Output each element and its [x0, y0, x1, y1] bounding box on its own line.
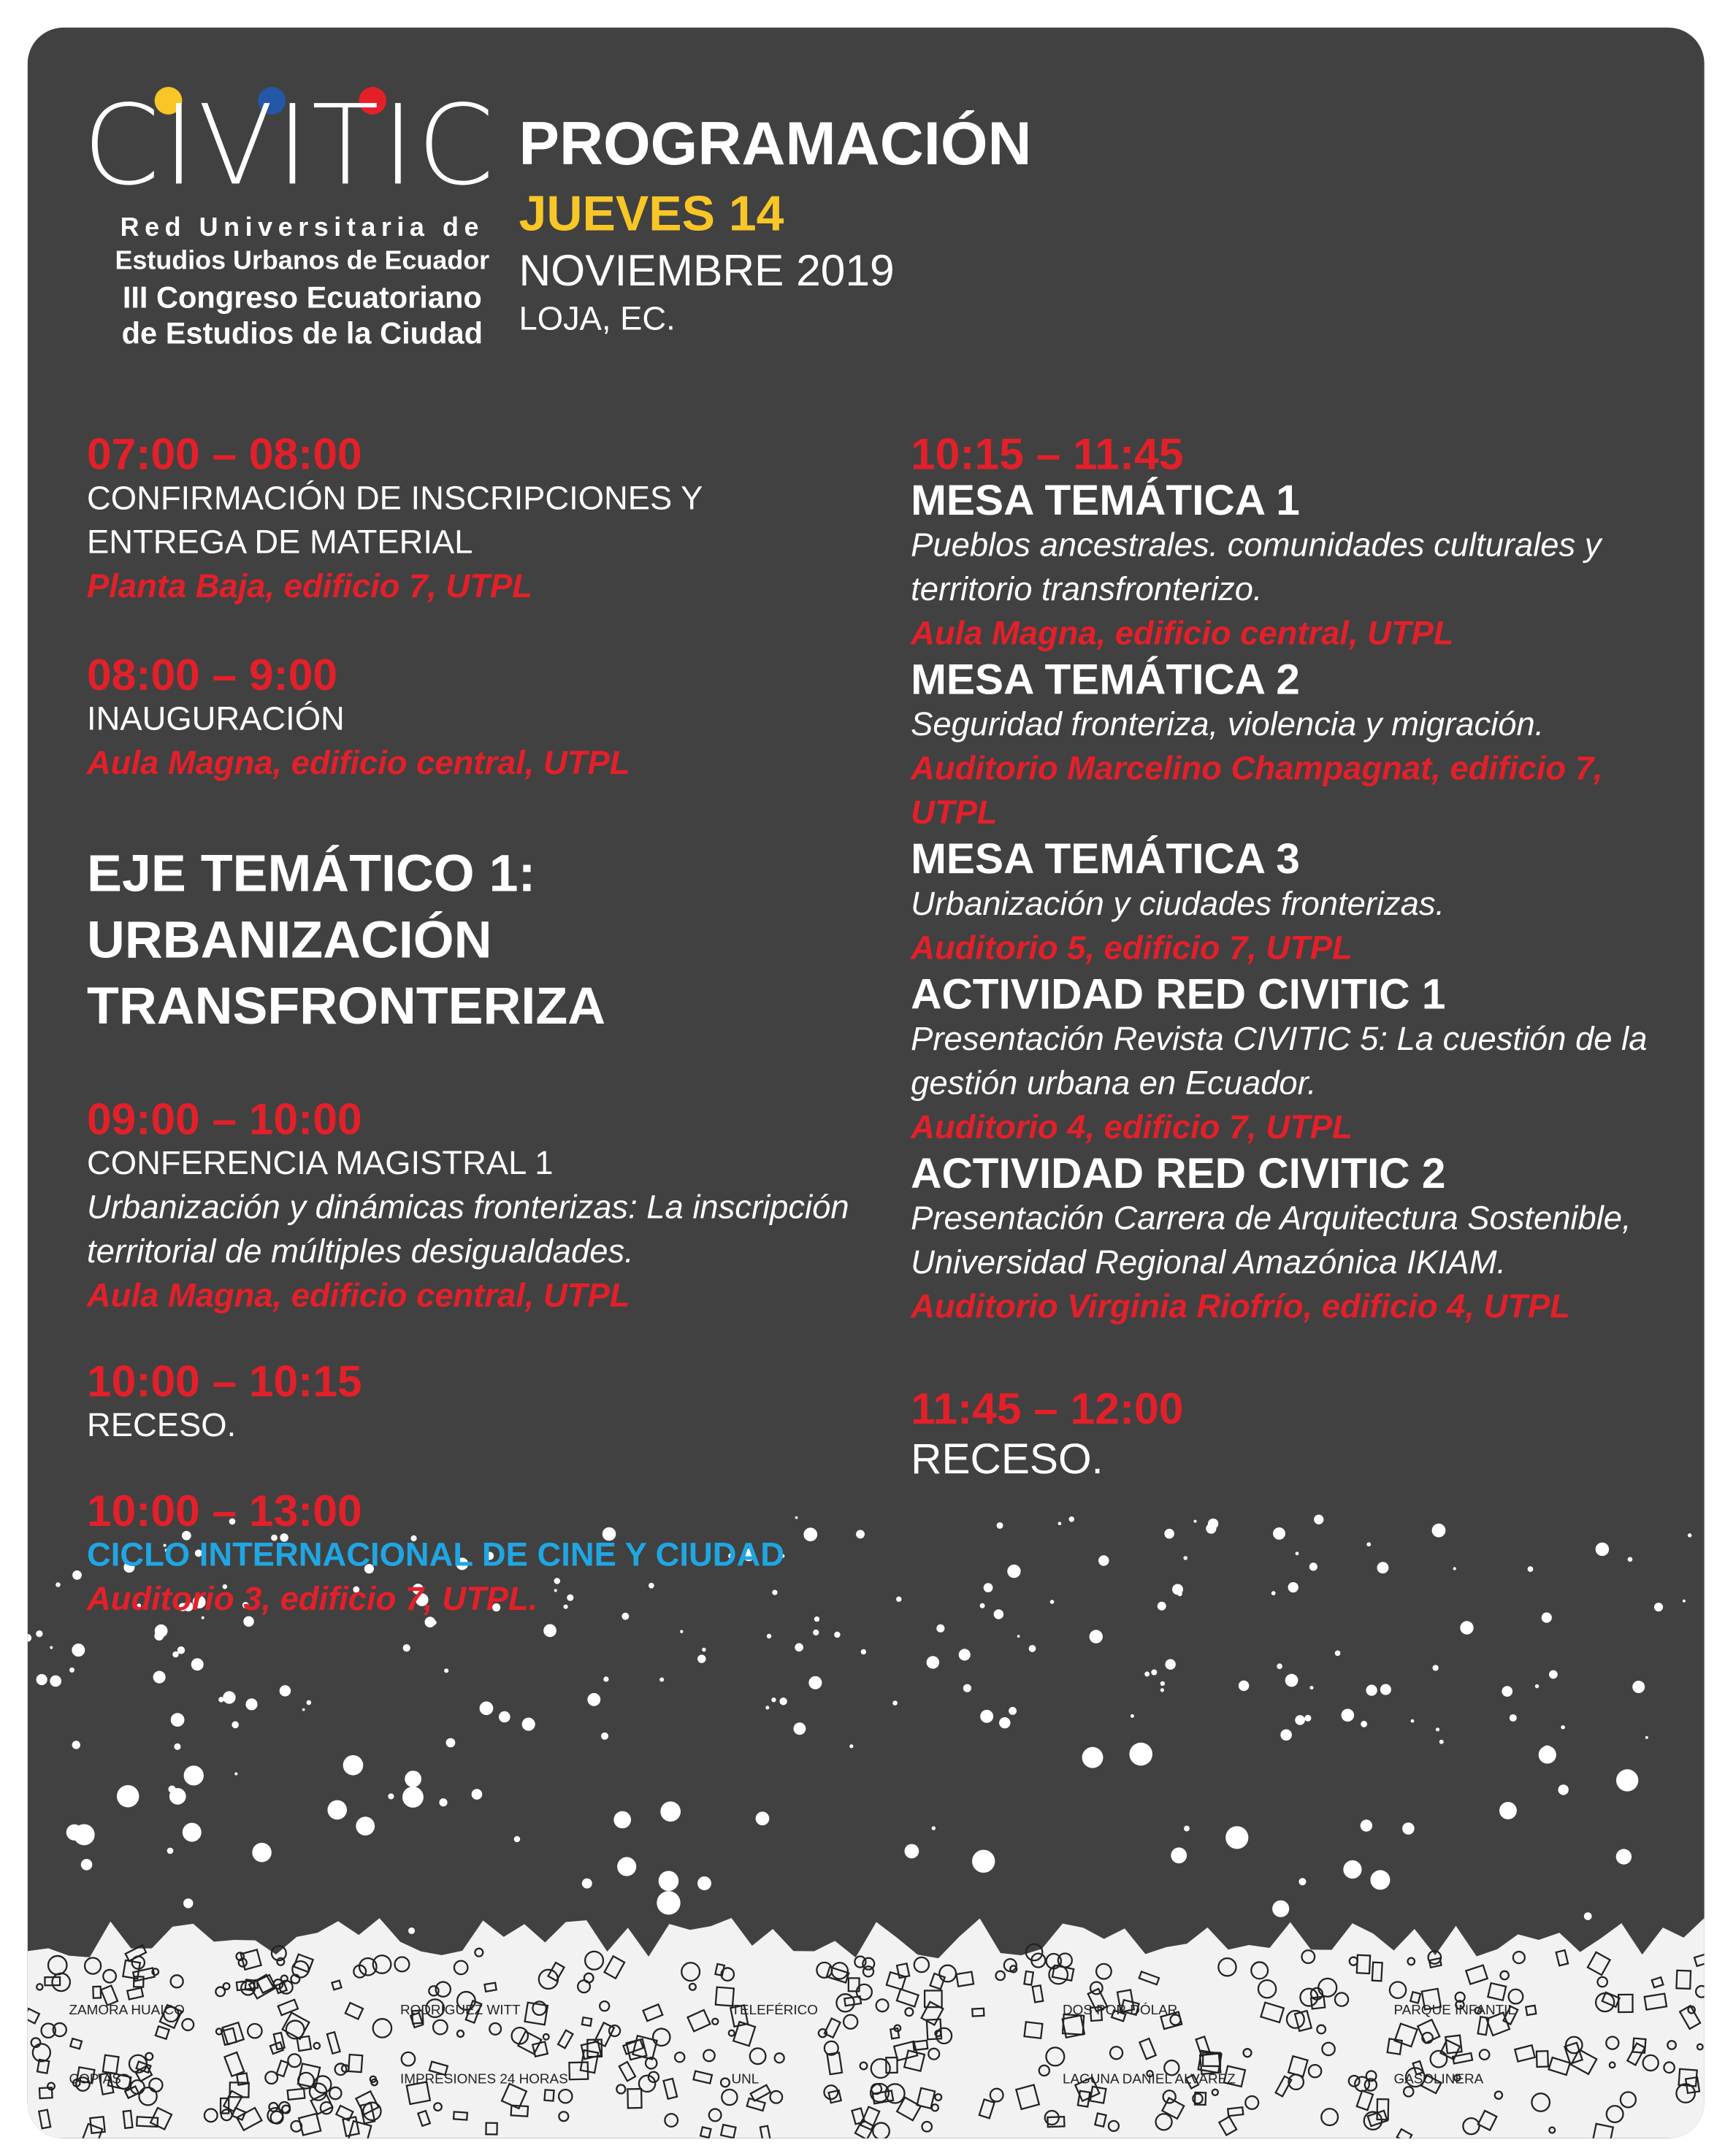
illustration-shape — [1009, 1707, 1017, 1715]
illustration-shape — [1542, 1746, 1553, 1757]
illustration-shape — [1131, 1714, 1134, 1718]
illustration-shape — [174, 1743, 180, 1750]
logo-line: Estudios Urbanos de Ecuador — [115, 247, 490, 276]
illustration-shape — [1082, 1747, 1104, 1768]
illustration-shape — [994, 1609, 1003, 1619]
illustration-shape — [657, 1891, 680, 1914]
illustration-shape — [959, 1649, 971, 1660]
illustration-shape — [765, 1706, 769, 1709]
illustration-shape — [980, 1603, 985, 1608]
illustration-shape — [1273, 1527, 1285, 1540]
illustration-label: UNL — [731, 2071, 760, 2087]
axis-heading: TRANSFRONTERIZA — [87, 978, 606, 1037]
illustration-shape — [1160, 1681, 1165, 1686]
illustration-shape — [659, 1871, 679, 1891]
illustration-shape — [439, 1798, 447, 1806]
illustration-shape — [1645, 1736, 1648, 1739]
illustration-shape — [1688, 1533, 1692, 1538]
event-title: CICLO INTERNACIONAL DE CINE Y CIUDAD — [87, 1537, 785, 1575]
session-title: ACTIVIDAD RED CIVITIC 1 — [911, 970, 1446, 1018]
illustration-shape — [72, 1643, 85, 1657]
illustration-shape — [834, 1632, 840, 1638]
logo-line: III Congreso Ecuatoriano — [122, 280, 482, 315]
illustration-shape — [660, 1801, 681, 1822]
illustration-shape — [1561, 1725, 1565, 1730]
illustration-shape — [1183, 1556, 1187, 1560]
illustration-shape — [1239, 1681, 1249, 1691]
illustration-label: RODRIGUEZ WITT — [399, 2002, 521, 2018]
illustration-shape — [252, 1843, 272, 1862]
illustration-shape — [680, 1630, 683, 1633]
session-place: Auditorio 4, edificio 7, UTPL — [911, 1109, 1353, 1147]
illustration-shape — [972, 1850, 995, 1873]
illustration-shape — [963, 1684, 971, 1692]
illustration-shape — [1366, 1684, 1377, 1695]
illustration-shape — [1098, 1555, 1109, 1565]
illustration-label: IMPRESIONES 24 HORAS — [399, 2071, 568, 2087]
illustration-shape — [1361, 1819, 1372, 1831]
illustration-shape — [327, 1800, 347, 1820]
illustration-shape — [849, 1744, 853, 1748]
illustration-shape — [1271, 1591, 1276, 1595]
illustration-shape — [587, 1693, 600, 1706]
illustration-label: DOS POR DÓLAR — [1062, 2002, 1178, 2018]
illustration-shape — [1370, 1870, 1390, 1890]
illustration-shape — [1361, 1721, 1367, 1727]
illustration-shape — [1549, 1670, 1558, 1679]
page-title: PROGRAMACIÓN — [519, 110, 1032, 178]
illustration-shape — [1380, 1684, 1391, 1695]
event-time: 11:45 – 12:00 — [911, 1384, 1184, 1434]
illustration-shape — [1151, 1669, 1157, 1675]
illustration-shape — [191, 1658, 204, 1670]
illustration-shape — [767, 1634, 771, 1638]
session-place: Aula Magna, edificio central, UTPL — [911, 615, 1454, 653]
event-time: 07:00 – 08:00 — [87, 429, 362, 479]
event-place: Aula Magna, edificio central, UTPL — [87, 1277, 630, 1315]
illustration-shape — [892, 1700, 898, 1706]
illustration-shape — [1616, 1769, 1638, 1791]
illustration-shape — [793, 1722, 806, 1735]
illustration-shape — [234, 1772, 237, 1775]
illustration-shape — [280, 1685, 291, 1696]
illustration-shape — [905, 1844, 919, 1859]
session-place: Auditorio Marcelino Champagnat, edificio 7, UTPL — [911, 750, 1603, 832]
illustration-shape — [1499, 1802, 1517, 1819]
illustration-shape — [932, 1826, 936, 1830]
illustration-shape — [1309, 1562, 1317, 1570]
illustration-shape — [1502, 1686, 1512, 1697]
left-column — [87, 431, 860, 1623]
illustration-shape — [403, 1644, 410, 1651]
illustration-shape — [72, 1741, 80, 1749]
event-place: Auditorio 3, edificio 7, UTPL. — [87, 1581, 538, 1619]
event-time: 08:00 – 9:00 — [87, 650, 337, 700]
session-title: MESA TEMÁTICA 2 — [911, 655, 1300, 704]
session-title: MESA TEMÁTICA 1 — [911, 475, 1300, 525]
illustration-shape — [1272, 1900, 1289, 1917]
illustration-shape — [1616, 1849, 1632, 1864]
illustration-shape — [522, 1718, 535, 1731]
illustration-shape — [37, 1674, 47, 1685]
event-title: INAUGURACIÓN — [87, 700, 345, 738]
session-desc: Seguridad fronteriza, violencia y migración. — [911, 706, 1545, 744]
illustration-shape — [1184, 1826, 1190, 1832]
illustration-shape — [172, 1718, 176, 1722]
illustration-shape — [808, 1676, 822, 1689]
illustration-shape — [343, 1755, 364, 1776]
illustration-shape — [50, 1676, 61, 1687]
illustration-shape — [702, 1648, 705, 1651]
illustration-shape — [1309, 1686, 1313, 1689]
illustration-shape — [861, 1649, 866, 1654]
illustration-shape — [1377, 1562, 1388, 1573]
illustration-shape — [1460, 1621, 1473, 1634]
illustration-shape — [936, 1624, 944, 1633]
right-column — [911, 431, 1656, 1487]
illustration-shape — [1158, 1602, 1166, 1611]
illustration-shape — [1160, 1688, 1164, 1692]
logo-wordmark: CIVITIC — [83, 81, 497, 210]
illustration-shape — [232, 1722, 239, 1729]
illustration-shape — [1402, 1822, 1415, 1835]
session-desc: Urbanización y ciudades fronterizas. — [911, 886, 1445, 924]
illustration-shape — [167, 1848, 174, 1854]
illustration-shape — [1007, 1565, 1020, 1578]
illustration-shape — [756, 1811, 770, 1825]
illustration-shape — [154, 1631, 164, 1641]
event-place: Aula Magna, edificio central, UTPL — [87, 745, 630, 783]
illustration-shape — [1654, 1603, 1663, 1611]
illustration-shape — [813, 1630, 819, 1635]
illustration-shape — [1439, 1740, 1444, 1744]
illustration-shape — [613, 1811, 631, 1829]
axis-heading: URBANIZACIÓN — [87, 912, 492, 970]
illustration-shape — [697, 1654, 705, 1662]
illustration-shape — [1411, 1719, 1415, 1723]
illustration-shape — [1335, 1650, 1341, 1656]
illustration-shape — [1165, 1659, 1175, 1669]
session-place: Auditorio Virginia Riofrío, edificio 4, UTPL — [911, 1288, 1570, 1326]
illustration-shape — [223, 1691, 235, 1703]
illustration-shape — [1314, 1514, 1323, 1524]
illustration-shape — [771, 1697, 776, 1702]
event-time: 10:15 – 11:45 — [911, 429, 1184, 479]
illustration-shape — [1432, 1524, 1446, 1538]
illustration-shape — [617, 1857, 636, 1876]
event-title: CONFIRMACIÓN DE INSCRIPCIONES Y ENTREGA DE MATERIAL — [87, 480, 703, 562]
illustration-shape — [245, 1698, 257, 1710]
illustration-shape — [1277, 1663, 1282, 1669]
illustration-shape — [1058, 1522, 1062, 1525]
illustration-shape — [896, 1597, 901, 1602]
illustration-shape — [1584, 1912, 1592, 1920]
city-label: LOJA, EC. — [519, 300, 676, 338]
illustration-shape — [1542, 1612, 1552, 1622]
illustration-shape — [1171, 1847, 1187, 1863]
event-title: RECESO. — [87, 1407, 237, 1445]
logo-line: Red Universitaria de — [120, 213, 485, 243]
illustration-shape — [1280, 1729, 1292, 1741]
illustration-shape — [183, 1898, 193, 1908]
illustration-shape — [603, 1676, 608, 1681]
illustration-shape — [1193, 1520, 1196, 1523]
day-label: JUEVES 14 — [519, 185, 784, 242]
illustration-shape — [1628, 1557, 1633, 1562]
illustration-shape — [927, 1656, 939, 1668]
illustration-label: COPIAS — [69, 2071, 121, 2087]
illustration-shape — [499, 1711, 510, 1723]
event-place: Planta Baja, edificio 7, UTPL — [87, 568, 532, 606]
illustration-shape — [980, 1710, 993, 1723]
illustration-shape — [1164, 1529, 1174, 1539]
illustration-shape — [1090, 1630, 1103, 1643]
illustration-shape — [153, 1671, 166, 1684]
event-time: 09:00 – 10:00 — [87, 1094, 362, 1144]
illustration-shape — [444, 1668, 448, 1673]
illustration-shape — [582, 1879, 592, 1889]
illustration-shape — [1288, 1582, 1298, 1592]
illustration-shape — [997, 1522, 1003, 1529]
illustration-shape — [50, 1646, 53, 1649]
illustration-shape — [472, 1789, 483, 1800]
illustration-shape — [307, 1700, 312, 1706]
illustration-shape — [1017, 1635, 1020, 1638]
illustration-shape — [1596, 1543, 1609, 1556]
illustration-shape — [999, 1717, 1010, 1728]
illustration-shape — [172, 1651, 178, 1657]
illustration-shape — [1068, 1516, 1074, 1522]
illustration-shape — [36, 1630, 42, 1637]
illustration-shape — [1129, 1743, 1152, 1766]
illustration-shape — [1343, 1860, 1361, 1879]
illustration-shape — [183, 1823, 202, 1842]
illustration-shape — [480, 1701, 494, 1715]
illustration-shape — [81, 1859, 93, 1871]
illustration-shape — [1510, 1714, 1517, 1722]
illustration-shape — [779, 1697, 787, 1705]
illustration-shape — [1177, 1592, 1182, 1596]
poster — [28, 28, 1705, 2138]
illustration-shape — [402, 1787, 424, 1808]
illustration-shape — [1298, 1878, 1306, 1885]
axis-heading: EJE TEMÁTICO 1: — [87, 845, 536, 904]
illustration-label: GASOLINERA — [1393, 2071, 1484, 2087]
illustration-shape — [405, 1771, 421, 1787]
illustration-shape — [1225, 1826, 1248, 1849]
illustration-shape — [56, 1582, 61, 1587]
illustration-shape — [177, 1646, 185, 1654]
illustration-shape — [356, 1817, 375, 1835]
illustration-shape — [69, 1668, 74, 1673]
logo-line: de Estudios de la Ciudad — [121, 315, 483, 350]
illustration-shape — [1683, 1600, 1686, 1603]
illustration-shape — [659, 1677, 664, 1681]
illustration-shape — [408, 1927, 415, 1934]
illustration-shape — [601, 1733, 608, 1740]
session-desc: Presentación Carrera de Arquitectura Sostenible, Universidad Regional Amazónica IKIAM. — [911, 1200, 1632, 1282]
event-time: 10:00 – 10:15 — [87, 1356, 362, 1406]
session-desc: Pueblos ancestrales. comunidades culturales y territorio transfronterizo. — [911, 526, 1602, 609]
illustration-shape — [72, 1570, 82, 1580]
illustration-shape — [184, 1765, 204, 1785]
illustration-shape — [28, 1634, 31, 1642]
illustration-shape — [388, 1793, 394, 1799]
illustration-shape — [1029, 1645, 1036, 1652]
illustration-shape — [1632, 1681, 1645, 1693]
illustration-shape — [543, 1624, 556, 1637]
illustration-shape — [1433, 1665, 1439, 1670]
illustration-shape — [1436, 1727, 1439, 1731]
session-title: MESA TEMÁTICA 3 — [911, 835, 1300, 883]
illustration-label: LAGUNA DANIEL ALVAREZ — [1062, 2071, 1236, 2087]
event-time: 10:00 – 13:00 — [87, 1486, 362, 1536]
event-title: RECESO. — [911, 1435, 1104, 1484]
illustration-shape — [1558, 1784, 1568, 1795]
illustration-shape — [169, 1788, 186, 1805]
illustration-shape — [302, 1708, 305, 1711]
illustration-shape — [1535, 1684, 1539, 1688]
illustration-label: TELEFÉRICO — [731, 2002, 819, 2018]
illustration-shape — [984, 1583, 993, 1592]
illustration-shape — [1453, 1567, 1456, 1570]
illustration-shape — [1206, 1523, 1216, 1533]
illustration-shape — [1144, 1671, 1150, 1676]
illustration-shape — [66, 1825, 83, 1841]
illustration-shape — [117, 1785, 139, 1808]
session-title: ACTIVIDAD RED CIVITIC 2 — [911, 1149, 1446, 1198]
illustration-label: ZAMORA HUAICO — [69, 2002, 185, 2018]
month-label: NOVIEMBRE 2019 — [519, 245, 895, 296]
illustration-shape — [1295, 1715, 1305, 1725]
illustration-shape — [1304, 1715, 1311, 1722]
illustration-shape — [1296, 1551, 1299, 1555]
illustration-shape — [1050, 1600, 1055, 1604]
illustration-shape — [446, 1738, 456, 1748]
illustration-shape — [1528, 1566, 1534, 1572]
illustration-shape — [514, 1836, 520, 1842]
illustration-shape — [1366, 1542, 1371, 1546]
illustration-label: PARQUE INFANTIL — [1393, 2002, 1515, 2018]
illustration-shape — [1342, 1708, 1355, 1722]
session-desc: Presentación Revista CIVITIC 5: La cuestión de la gestión urbana en Ecuador. — [911, 1021, 1648, 1102]
illustration-shape — [697, 1876, 711, 1890]
event-title: CONFERENCIA MAGISTRAL 1 — [87, 1145, 554, 1183]
illustration-shape — [795, 1643, 803, 1652]
illustration-shape — [1285, 1674, 1298, 1687]
session-place: Auditorio 5, edificio 7, UTPL — [911, 929, 1353, 967]
event-desc: Urbanización y dinámicas fronterizas: La inscripción territorial de múltiples desigualdades. — [87, 1189, 849, 1271]
